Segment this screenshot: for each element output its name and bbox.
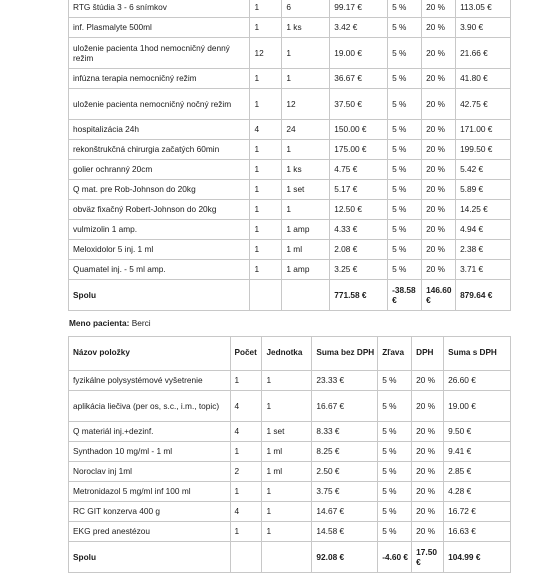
cell-total: 2.38 € <box>456 240 511 260</box>
table-row <box>69 69 511 89</box>
cell-name: RTG štúdia 3 - 6 snímkov <box>69 0 250 18</box>
cell-price: 14.58 € <box>312 522 378 542</box>
cell-discount: 5 % <box>378 391 412 422</box>
cell-vat: 20 % <box>412 502 444 522</box>
cell-price: 14.67 € <box>312 502 378 522</box>
cell-qty: 1 <box>250 260 282 280</box>
header-total: Suma s DPH <box>444 337 511 371</box>
cell-name: Quamatel inj. - 5 ml amp. <box>69 260 250 280</box>
cell-qty: 4 <box>250 120 282 140</box>
cell-price: 2.08 € <box>330 240 388 260</box>
table-row <box>69 0 511 18</box>
cell-qty: 1 <box>250 69 282 89</box>
total-empty <box>262 542 312 573</box>
total-empty <box>282 280 330 311</box>
cell-name: RC GIT konzerva 400 g <box>69 502 231 522</box>
cell-vat: 20 % <box>412 482 444 502</box>
cell-discount: 5 % <box>388 220 422 240</box>
cell-unit: 1 <box>282 140 330 160</box>
table-row <box>69 462 511 482</box>
cell-discount: 5 % <box>378 442 412 462</box>
cell-name: infúzna terapia nemocničný režim <box>69 69 250 89</box>
cell-name: fyzikálne polysystémové vyšetrenie <box>69 371 231 391</box>
cell-qty: 1 <box>250 18 282 38</box>
cell-qty: 1 <box>230 442 262 462</box>
cell-name: Meloxidolor 5 inj. 1 ml <box>69 240 250 260</box>
total-row <box>69 542 511 573</box>
cell-name: rekonštrukčná chirurgia začatých 60min <box>69 140 250 160</box>
table-row <box>69 391 511 422</box>
cell-unit: 1 <box>262 482 312 502</box>
cell-total: 3.71 € <box>456 260 511 280</box>
cell-unit: 1 <box>282 38 330 69</box>
cell-qty: 4 <box>230 422 262 442</box>
cell-unit: 1 <box>262 391 312 422</box>
patient-name: Berci <box>131 318 151 328</box>
cell-vat: 20 % <box>422 200 456 220</box>
cell-price: 5.17 € <box>330 180 388 200</box>
cell-discount: 5 % <box>388 38 422 69</box>
cell-unit: 1 ks <box>282 18 330 38</box>
patient-label: Meno pacienta: <box>69 318 130 328</box>
cell-total: 16.72 € <box>444 502 511 522</box>
cell-name: EKG pred anestézou <box>69 522 231 542</box>
cell-price: 3.42 € <box>330 18 388 38</box>
table-row <box>69 140 511 160</box>
cell-name: uloženie pacienta nemocničný nočný režim <box>69 89 250 120</box>
cell-qty: 1 <box>230 522 262 542</box>
table-row <box>69 522 511 542</box>
cell-qty: 1 <box>250 140 282 160</box>
cell-name: Q materiál inj.+dezinf. <box>69 422 231 442</box>
invoice-table-1 <box>68 0 511 311</box>
cell-total: 26.60 € <box>444 371 511 391</box>
cell-unit: 12 <box>282 89 330 120</box>
cell-unit: 1 ml <box>262 462 312 482</box>
cell-discount: 5 % <box>388 180 422 200</box>
total-discount: -4.60 € <box>378 542 412 573</box>
cell-unit: 1 <box>262 502 312 522</box>
cell-total: 14.25 € <box>456 200 511 220</box>
header-vat: DPH <box>412 337 444 371</box>
total-discount: -38.58 € <box>388 280 422 311</box>
cell-discount: 5 % <box>378 462 412 482</box>
cell-price: 2.50 € <box>312 462 378 482</box>
cell-price: 37.50 € <box>330 89 388 120</box>
cell-vat: 20 % <box>422 0 456 18</box>
total-empty <box>250 280 282 311</box>
table-row <box>69 371 511 391</box>
total-empty <box>230 542 262 573</box>
cell-price: 4.33 € <box>330 220 388 240</box>
cell-total: 5.42 € <box>456 160 511 180</box>
cell-total: 41.80 € <box>456 69 511 89</box>
cell-unit: 1 amp <box>282 260 330 280</box>
table-row <box>69 220 511 240</box>
total-label: Spolu <box>69 542 231 573</box>
cell-discount: 5 % <box>378 371 412 391</box>
cell-total: 113.05 € <box>456 0 511 18</box>
cell-qty: 2 <box>230 462 262 482</box>
cell-price: 16.67 € <box>312 391 378 422</box>
cell-vat: 20 % <box>422 69 456 89</box>
cell-vat: 20 % <box>422 140 456 160</box>
table-header-row <box>69 337 511 371</box>
cell-name: uloženie pacienta 1hod nemocničný denný režim <box>69 38 250 69</box>
table-row <box>69 260 511 280</box>
total-total: 879.64 € <box>456 280 511 311</box>
cell-vat: 20 % <box>412 371 444 391</box>
cell-price: 99.17 € <box>330 0 388 18</box>
cell-total: 9.50 € <box>444 422 511 442</box>
cell-total: 171.00 € <box>456 120 511 140</box>
table-row <box>69 180 511 200</box>
cell-unit: 1 ml <box>282 240 330 260</box>
cell-price: 12.50 € <box>330 200 388 220</box>
header-qty: Počet <box>230 337 262 371</box>
table-row <box>69 160 511 180</box>
cell-vat: 20 % <box>422 260 456 280</box>
cell-discount: 5 % <box>378 482 412 502</box>
cell-qty: 12 <box>250 38 282 69</box>
cell-qty: 1 <box>250 180 282 200</box>
cell-name: Q mat. pre Rob-Johnson do 20kg <box>69 180 250 200</box>
cell-total: 3.90 € <box>456 18 511 38</box>
header-name: Názov položky <box>69 337 231 371</box>
cell-price: 19.00 € <box>330 38 388 69</box>
cell-discount: 5 % <box>378 522 412 542</box>
cell-total: 9.41 € <box>444 442 511 462</box>
cell-unit: 1 <box>262 522 312 542</box>
cell-discount: 5 % <box>388 240 422 260</box>
cell-price: 8.33 € <box>312 422 378 442</box>
cell-price: 36.67 € <box>330 69 388 89</box>
table-row <box>69 482 511 502</box>
cell-qty: 1 <box>250 220 282 240</box>
cell-discount: 5 % <box>388 69 422 89</box>
cell-vat: 20 % <box>422 220 456 240</box>
total-vat: 146.60 € <box>422 280 456 311</box>
table-row <box>69 200 511 220</box>
cell-price: 4.75 € <box>330 160 388 180</box>
cell-price: 8.25 € <box>312 442 378 462</box>
cell-name: obväz fixačný Robert-Johnson do 20kg <box>69 200 250 220</box>
cell-price: 175.00 € <box>330 140 388 160</box>
cell-total: 4.94 € <box>456 220 511 240</box>
cell-total: 2.85 € <box>444 462 511 482</box>
table-row <box>69 38 511 69</box>
table-row <box>69 240 511 260</box>
cell-unit: 1 set <box>282 180 330 200</box>
table-row <box>69 89 511 120</box>
cell-discount: 5 % <box>388 260 422 280</box>
cell-price: 150.00 € <box>330 120 388 140</box>
cell-discount: 5 % <box>388 18 422 38</box>
cell-name: Metronidazol 5 mg/ml inf 100 ml <box>69 482 231 502</box>
cell-discount: 5 % <box>388 140 422 160</box>
cell-discount: 5 % <box>388 200 422 220</box>
cell-vat: 20 % <box>412 442 444 462</box>
table-row <box>69 422 511 442</box>
cell-discount: 5 % <box>378 422 412 442</box>
cell-discount: 5 % <box>388 120 422 140</box>
table-row <box>69 442 511 462</box>
cell-unit: 1 <box>262 371 312 391</box>
cell-unit: 1 ml <box>262 442 312 462</box>
table-row <box>69 120 511 140</box>
total-price: 92.08 € <box>312 542 378 573</box>
cell-vat: 20 % <box>422 120 456 140</box>
cell-name: golier ochranný 20cm <box>69 160 250 180</box>
cell-discount: 5 % <box>388 160 422 180</box>
cell-qty: 1 <box>250 240 282 260</box>
cell-total: 5.89 € <box>456 180 511 200</box>
total-price: 771.58 € <box>330 280 388 311</box>
cell-qty: 1 <box>230 482 262 502</box>
cell-vat: 20 % <box>412 462 444 482</box>
cell-name: inf. Plasmalyte 500ml <box>69 18 250 38</box>
cell-name: Noroclav inj 1ml <box>69 462 231 482</box>
cell-total: 42.75 € <box>456 89 511 120</box>
cell-vat: 20 % <box>412 522 444 542</box>
cell-unit: 1 amp <box>282 220 330 240</box>
cell-vat: 20 % <box>422 18 456 38</box>
invoice-table-2 <box>68 336 511 573</box>
cell-qty: 4 <box>230 391 262 422</box>
cell-vat: 20 % <box>422 89 456 120</box>
header-discount: Zľava <box>378 337 412 371</box>
cell-qty: 1 <box>230 371 262 391</box>
cell-unit: 1 <box>282 69 330 89</box>
cell-total: 21.66 € <box>456 38 511 69</box>
cell-unit: 1 ks <box>282 160 330 180</box>
cell-vat: 20 % <box>422 240 456 260</box>
total-total: 104.99 € <box>444 542 511 573</box>
cell-vat: 20 % <box>422 160 456 180</box>
header-unit: Jednotka <box>262 337 312 371</box>
cell-total: 199.50 € <box>456 140 511 160</box>
cell-name: vulmizolin 1 amp. <box>69 220 250 240</box>
cell-discount: 5 % <box>388 89 422 120</box>
cell-price: 3.25 € <box>330 260 388 280</box>
cell-qty: 1 <box>250 200 282 220</box>
cell-name: hospitalizácia 24h <box>69 120 250 140</box>
header-price: Suma bez DPH <box>312 337 378 371</box>
cell-unit: 1 set <box>262 422 312 442</box>
cell-name: aplikácia liečiva (per os, s.c., i.m., topic) <box>69 391 231 422</box>
cell-total: 4.28 € <box>444 482 511 502</box>
cell-total: 19.00 € <box>444 391 511 422</box>
patient-name-line <box>69 318 151 329</box>
cell-unit: 6 <box>282 0 330 18</box>
cell-vat: 20 % <box>412 391 444 422</box>
cell-total: 16.63 € <box>444 522 511 542</box>
cell-vat: 20 % <box>422 38 456 69</box>
cell-qty: 4 <box>230 502 262 522</box>
cell-vat: 20 % <box>412 422 444 442</box>
cell-price: 3.75 € <box>312 482 378 502</box>
cell-price: 23.33 € <box>312 371 378 391</box>
total-label: Spolu <box>69 280 250 311</box>
cell-discount: 5 % <box>378 502 412 522</box>
cell-discount: 5 % <box>388 0 422 18</box>
total-vat: 17.50 € <box>412 542 444 573</box>
cell-vat: 20 % <box>422 180 456 200</box>
cell-unit: 1 <box>282 200 330 220</box>
cell-qty: 1 <box>250 89 282 120</box>
cell-qty: 1 <box>250 0 282 18</box>
cell-qty: 1 <box>250 160 282 180</box>
table-row <box>69 502 511 522</box>
table-row <box>69 18 511 38</box>
total-row <box>69 280 511 311</box>
cell-unit: 24 <box>282 120 330 140</box>
cell-name: Synthadon 10 mg/ml - 1 ml <box>69 442 231 462</box>
